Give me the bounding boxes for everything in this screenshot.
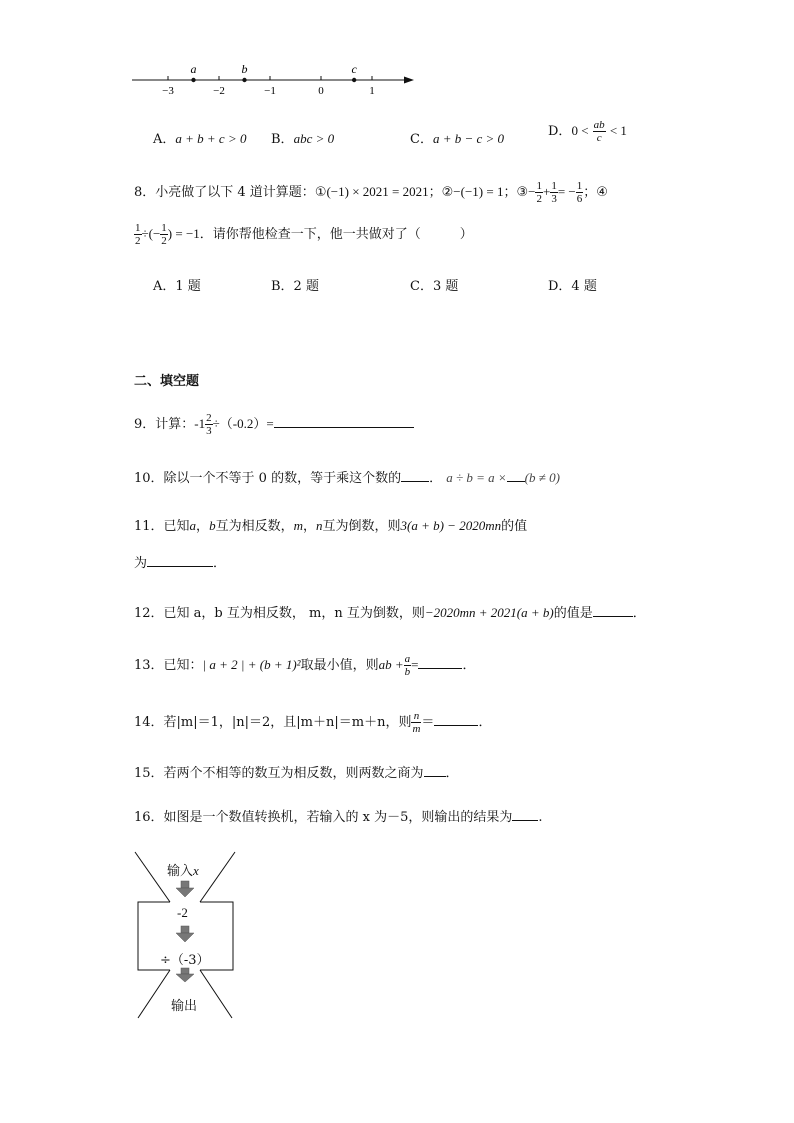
number-line-point-label: c <box>351 62 357 76</box>
number-line-arrow <box>404 77 414 84</box>
number-line-tick-label: −1 <box>264 85 276 97</box>
machine-step-divide: ÷（-3） <box>160 953 210 968</box>
q10-formula-blank[interactable] <box>507 480 525 482</box>
question-8-line1: 8．小亮做了以下 4 道计算题：①(−1) × 2021 = 2021；②−(−1) = 1；③− $\frac{1}{2}$ + $\frac{1}{3}$ = − $\frac{1}{6}$ ；④ <box>134 180 608 205</box>
number-line-tick-label: −3 <box>162 85 174 97</box>
q12-answer-blank[interactable] <box>593 615 633 617</box>
question-12: 12．已知 a，b 互为相反数， m，n 互为倒数，则−2020mn + 2021(a + b)的值是 ． <box>134 605 646 621</box>
q11-expression: 3(a + b) − 2020mn <box>400 518 502 533</box>
q7-option-b-expr: abc > 0 <box>293 131 335 146</box>
q8-option-c: C．3 题 <box>410 279 459 294</box>
q8-option-d: D．4 题 <box>548 279 597 294</box>
number-line-point-b <box>242 78 246 82</box>
section-fill-in-title: 二、填空题 <box>134 374 200 389</box>
question-9: 9．计算：-1 $\frac{2}{3}$ ÷（-0.2）= <box>134 412 414 437</box>
machine-step-subtract: -2 <box>177 905 188 920</box>
number-line <box>128 62 418 98</box>
question-11-line1: 11．已知a，b互为相反数，m，n互为倒数，则3(a + b) − 2020mn的值 <box>134 518 528 534</box>
q11-answer-blank[interactable] <box>147 565 213 567</box>
q12-expression: −2020mn + 2021(a + b) <box>424 605 554 620</box>
number-line-point-label: a <box>190 62 197 76</box>
question-10: 10．除以一个不等于 0 的数，等于乘这个数的 ． a ÷ b = a × (b ≠ 0) <box>134 470 560 486</box>
question-14: 14．若|m|＝1，|n|＝2，且|m＋n|＝m＋n，则 $\frac{n}{m}$ ＝ ． <box>134 710 492 735</box>
q15-answer-blank[interactable] <box>424 775 446 777</box>
machine-bottom-left-line <box>138 970 170 1018</box>
number-line-point-c <box>352 78 356 82</box>
machine-input-label: 输入x <box>167 863 199 879</box>
question-15: 15．若两个不相等的数互为相反数，则两数之商为 ． <box>134 766 459 781</box>
number-line-point-label: b <box>241 62 248 76</box>
machine-top-left-line <box>135 852 170 902</box>
machine-top-right-line <box>200 852 235 902</box>
q8-option-a: A．1 题 <box>153 279 201 294</box>
q13-answer-blank[interactable] <box>418 667 462 669</box>
q16-answer-blank[interactable] <box>512 819 538 821</box>
number-line-tick-label: 1 <box>369 85 375 97</box>
number-line-point-a <box>191 78 195 82</box>
q9-answer-blank[interactable] <box>274 426 414 428</box>
machine-arrow-3 <box>176 968 194 982</box>
question-16: 16．如图是一个数值转换机，若输入的 x 为－5，则输出的结果为 . <box>134 810 543 825</box>
q10-answer-blank[interactable] <box>401 480 429 482</box>
machine-output-label: 输出 <box>171 999 198 1014</box>
number-line-tick-label: 0 <box>318 85 324 97</box>
q10-formula: a ÷ b = a × <box>446 470 507 485</box>
machine-arrow-2 <box>176 926 194 942</box>
number-line-tick-label: −2 <box>213 85 225 97</box>
q7-option-a-expr: a + b + c > 0 <box>175 131 247 146</box>
question-11-line2: 为 ． <box>134 556 227 571</box>
q7-option-b: B．abc > 0 <box>271 131 335 147</box>
q14-answer-blank[interactable] <box>434 724 478 726</box>
machine-arrow-1 <box>176 881 194 897</box>
q7-option-c: C．a + b − c > 0 <box>410 131 505 147</box>
machine-bottom-right-line <box>200 970 232 1018</box>
q7-option-c-expr: a + b − c > 0 <box>432 131 505 146</box>
q7-option-d: D．0 < $\frac{ab}{c}$ < 1 <box>548 119 627 144</box>
question-8-line2: $\frac{1}{2}$ ÷(− $\frac{1}{2}$ ) = −1．请你帮他检查一下，他一共做对了（ ） <box>135 222 473 247</box>
q8-option-b: B．2 题 <box>271 279 319 294</box>
q7-option-a: A．a + b + c > 0 <box>153 131 247 147</box>
question-13: 13．已知：| a + 2 | + (b + 1)²取最小值，则ab + $\frac{a}{b}$ = ． <box>134 653 476 678</box>
